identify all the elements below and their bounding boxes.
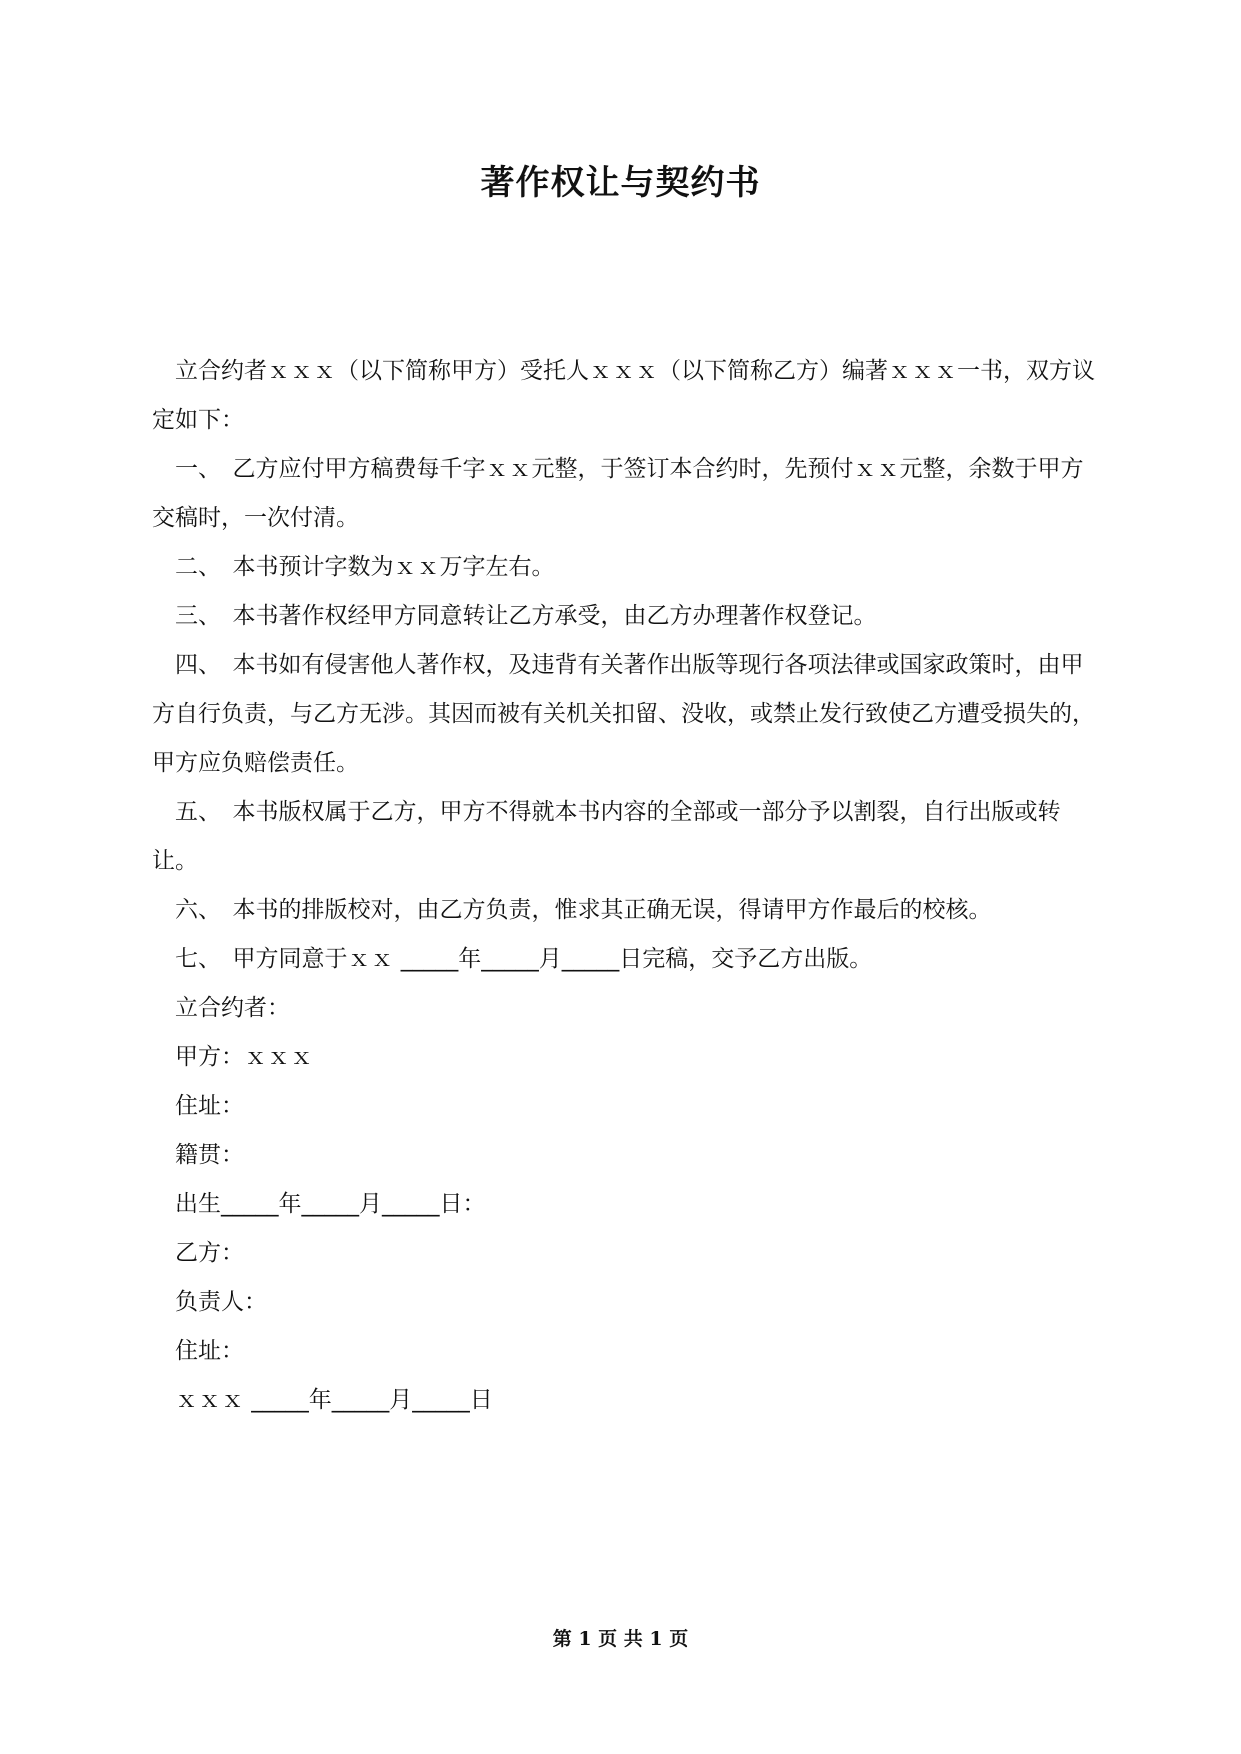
party-b-name: 乙方： <box>175 1240 244 1266</box>
party-b-representative: 负责人： <box>175 1289 267 1315</box>
party-a-native-place: 籍贯： <box>175 1142 244 1168</box>
clause-5: 五、 本书版权属于乙方，甲方不得就本书内容的全部或一部分予以割裂，自行出版或转让。 <box>152 799 1061 874</box>
signing-date: ｘｘｘ _____年_____月_____日 <box>175 1387 493 1413</box>
party-a-address: 住址： <box>175 1093 244 1119</box>
intro-paragraph: 立合约者ｘｘｘ（以下简称甲方）受托人ｘｘｘ（以下简称乙方）编著ｘｘｘ一书，双方议定如下： <box>152 358 1095 433</box>
document-title: 著作权让与契约书 <box>480 163 761 203</box>
clause-3: 三、 本书著作权经甲方同意转让乙方承受，由乙方办理著作权登记。 <box>175 603 877 629</box>
clause-4: 四、 本书如有侵害他人著作权，及违背有关著作出版等现行各项法律或国家政策时，由甲方自行负责，与乙方无涉。其因而被有关机关扣留、没收，或禁止发行致使乙方遭受损失的，甲方应负赔偿责任。 <box>152 652 1095 776</box>
clause-6: 六、 本书的排版校对，由乙方负责，惟求其正确无误，得请甲方作最后的校核。 <box>175 897 992 923</box>
party-b-address: 住址： <box>175 1338 244 1364</box>
page-footer: 第 1 页 共 1 页 <box>552 1628 689 1650</box>
party-a-name: 甲方：ｘｘｘ <box>175 1044 313 1070</box>
clause-7: 七、 甲方同意于ｘｘ _____年_____月_____日完稿，交予乙方出版。 <box>175 946 873 972</box>
clause-2: 二、 本书预计字数为ｘｘ万字左右。 <box>175 554 555 580</box>
signatories-label: 立合约者： <box>175 995 290 1021</box>
clause-1: 一、 乙方应付甲方稿费每千字ｘｘ元整，于签订本合约时，先预付ｘｘ元整，余数于甲方交稿时，一次付清。 <box>152 456 1084 531</box>
document-body <box>152 347 1097 1425</box>
party-a-birth-date: 出生_____年_____月_____日： <box>175 1191 486 1217</box>
